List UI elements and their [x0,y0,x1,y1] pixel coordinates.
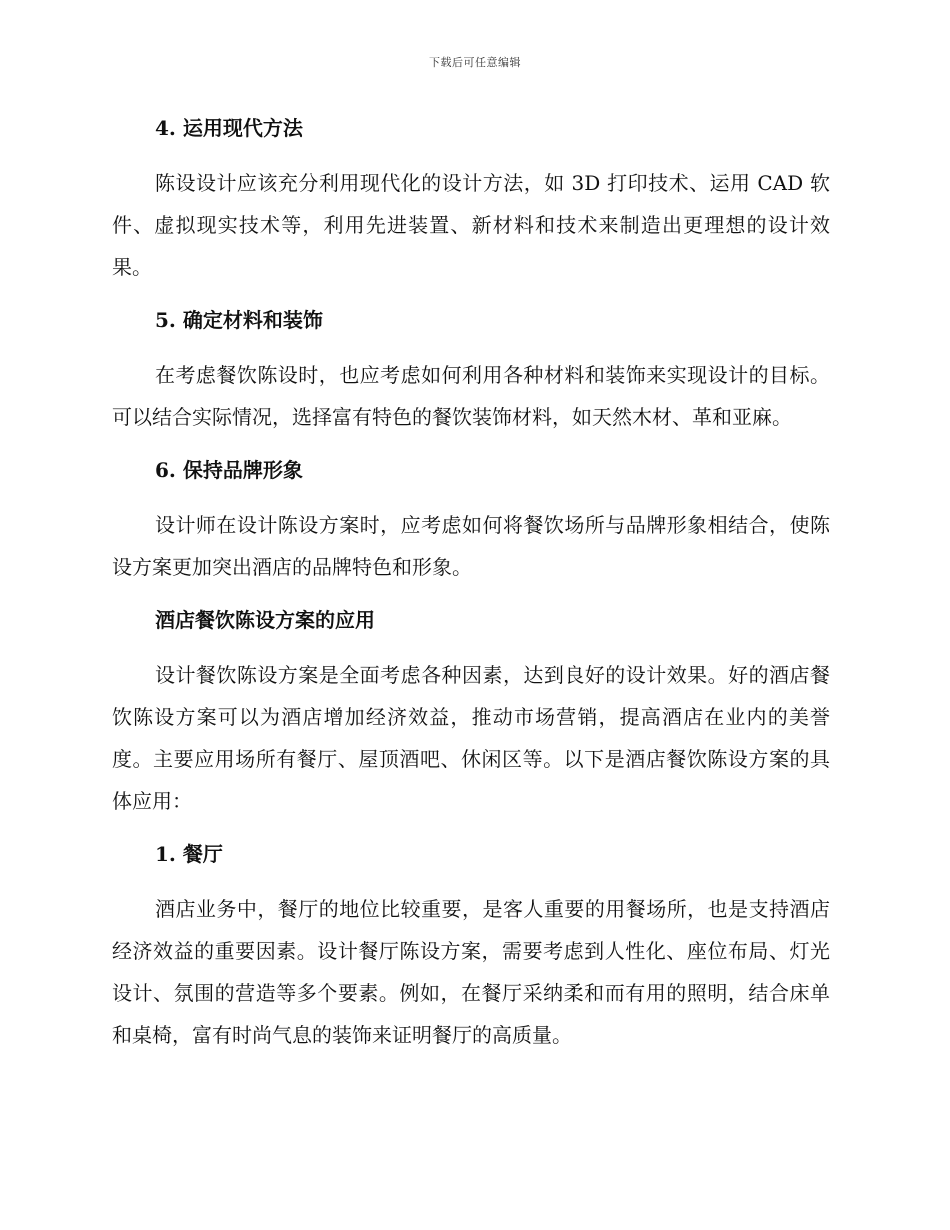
section-heading: 1. 餐厅 [155,842,223,866]
section-heading: 6. 保持品牌形象 [155,458,303,482]
section-heading: 4. 运用现代方法 [155,116,303,140]
section-paragraph: 酒店业务中，餐厅的地位比较重要，是客人重要的用餐场所，也是支持酒店经济效益的重要因素。设计餐厅陈设方案，需要考虑到人性化、座位布局、灯光设计、氛围的营造等多个要素。例如，在餐厅采纳柔和而有用的照明，结合床单和桌椅，富有时尚气息的装饰来证明餐厅的高质量。 [112,897,830,1047]
section-paragraph: 在考虑餐饮陈设时，也应考虑如何利用各种材料和装饰来实现设计的目标。可以结合实际情况，选择富有特色的餐饮装饰材料，如天然木材、革和亚麻。 [112,363,830,429]
section-paragraph: 设计师在设计陈设方案时，应考虑如何将餐饮场所与品牌形象相结合，使陈设方案更加突出酒店的品牌特色和形象。 [112,513,830,579]
section-paragraph: 设计餐饮陈设方案是全面考虑各种因素，达到良好的设计效果。好的酒店餐饮陈设方案可以为酒店增加经济效益，推动市场营销，提高酒店在业内的美誉度。主要应用场所有餐厅、屋顶酒吧、休闲区等。以下是酒店餐饮陈设方案的具体应用： [112,663,830,813]
page-header: 下载后可任意编辑 [429,56,521,69]
document-body [112,108,830,1056]
section-heading: 5. 确定材料和装饰 [155,308,323,332]
section-paragraph: 陈设设计应该充分利用现代化的设计方法，如 3D 打印技术、运用 CAD 软件、虚拟现实技术等，利用先进装置、新材料和技术来制造出更理想的设计效果。 [112,171,830,279]
section-heading: 酒店餐饮陈设方案的应用 [155,608,375,632]
